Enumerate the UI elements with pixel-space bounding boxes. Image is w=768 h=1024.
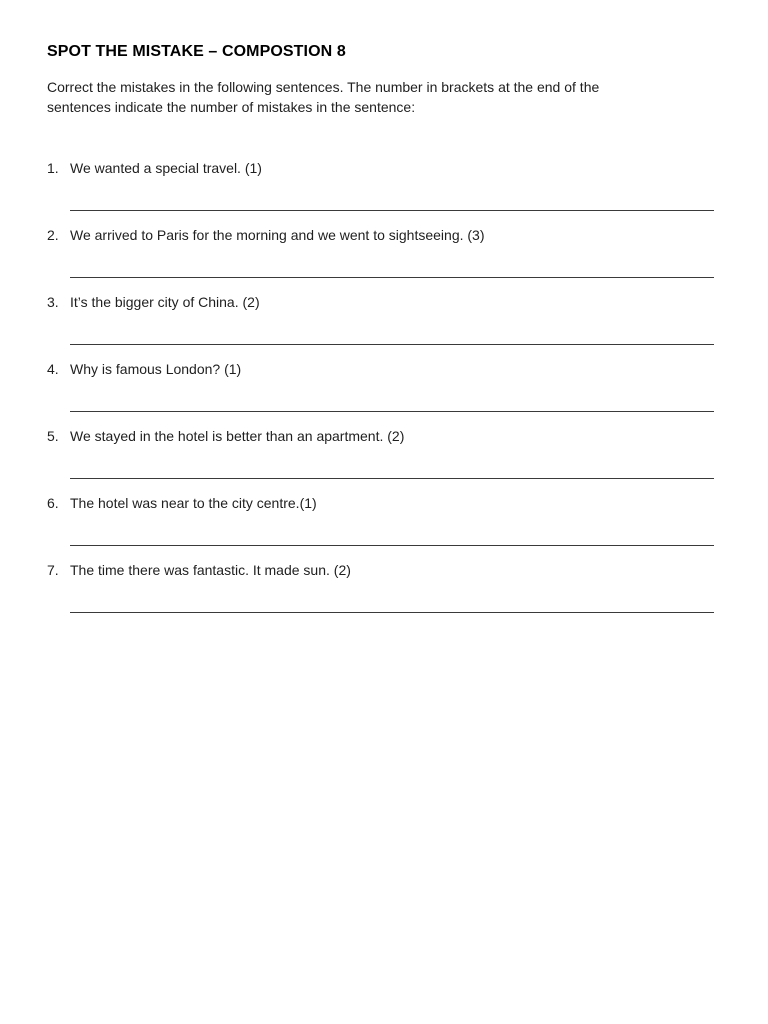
question-item bbox=[47, 426, 717, 493]
question-item bbox=[47, 493, 717, 560]
page-title: SPOT THE MISTAKE – COMPOSTION 8 bbox=[47, 43, 346, 60]
instructions-line: Correct the mistakes in the following sentences. The number in brackets at the end of the bbox=[47, 79, 600, 95]
question-item bbox=[47, 158, 717, 225]
answer-line[interactable] bbox=[70, 344, 714, 345]
question-text: We wanted a special travel. (1) bbox=[70, 160, 262, 176]
question-item bbox=[47, 292, 717, 359]
question-item bbox=[47, 560, 717, 627]
question-list bbox=[47, 158, 717, 627]
question-number: 2. bbox=[47, 227, 59, 243]
question-number: 4. bbox=[47, 361, 59, 377]
question-text: It’s the bigger city of China. (2) bbox=[70, 294, 260, 310]
answer-line[interactable] bbox=[70, 545, 714, 546]
question-text: The hotel was near to the city centre.(1) bbox=[70, 495, 317, 511]
question-number: 1. bbox=[47, 160, 59, 176]
question-item bbox=[47, 225, 717, 292]
instructions bbox=[47, 77, 717, 117]
question-text: The time there was fantastic. It made sun. (2) bbox=[70, 562, 351, 578]
answer-line[interactable] bbox=[70, 411, 714, 412]
instructions-line: sentences indicate the number of mistakes in the sentence: bbox=[47, 99, 416, 115]
question-number: 6. bbox=[47, 495, 59, 511]
question-number: 7. bbox=[47, 562, 59, 578]
answer-line[interactable] bbox=[70, 478, 714, 479]
question-number: 3. bbox=[47, 294, 59, 310]
answer-line[interactable] bbox=[70, 612, 714, 613]
question-text: We stayed in the hotel is better than an apartment. (2) bbox=[70, 428, 405, 444]
question-text: We arrived to Paris for the morning and we went to sightseeing. (3) bbox=[70, 227, 485, 243]
answer-line[interactable] bbox=[70, 277, 714, 278]
question-text: Why is famous London? (1) bbox=[70, 361, 242, 377]
question-number: 5. bbox=[47, 428, 59, 444]
question-item bbox=[47, 359, 717, 426]
answer-line[interactable] bbox=[70, 210, 714, 211]
